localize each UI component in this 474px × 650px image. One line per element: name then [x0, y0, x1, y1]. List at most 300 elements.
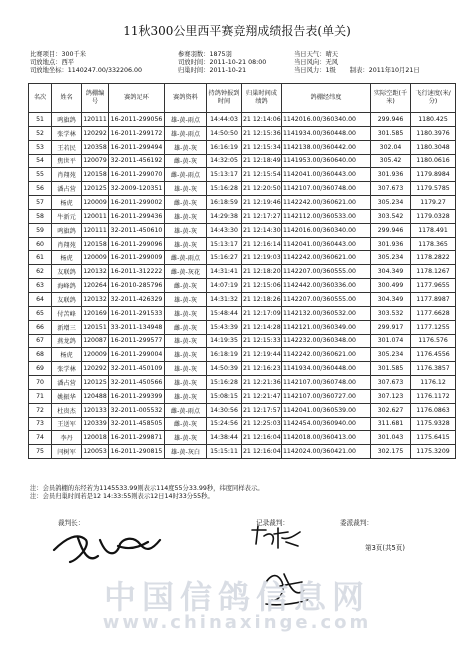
table-cell: 14:31:32 — [207, 292, 242, 306]
recording-referee-label: 记录裁判： — [256, 519, 289, 527]
table-cell: 68 — [29, 348, 52, 362]
table-cell: 1142016.00/360340.00 — [282, 113, 371, 127]
table-cell: 14:44:03 — [207, 113, 242, 127]
table-cell: 雌-黄-灰 — [165, 154, 207, 168]
table-row — [29, 237, 456, 251]
table-row — [29, 196, 456, 210]
table-cell: 1179.8984 — [411, 168, 456, 182]
table-header-row — [29, 84, 456, 113]
table-cell: 1179.27 — [411, 196, 456, 210]
table-cell: 新增三 — [52, 320, 82, 334]
table-row — [29, 348, 456, 362]
table-cell: 燕龙鸽 — [52, 334, 82, 348]
meta-release-place: 司放地点：西平 — [30, 59, 75, 67]
table-row — [29, 431, 456, 445]
table-cell: 21 12:16:14 — [242, 237, 282, 251]
table-cell: 307.673 — [371, 182, 411, 196]
table-cell: 1176.4556 — [411, 348, 456, 362]
table-cell: 300.499 — [371, 279, 411, 293]
table-row — [29, 389, 456, 403]
chief-referee-label: 裁判长： — [58, 519, 85, 527]
table-cell: 21 12:17:09 — [242, 306, 282, 320]
table-cell: 299.946 — [371, 113, 411, 127]
table-cell: 雌-黄-雨点 — [165, 168, 207, 182]
table-cell: 21 12:15:06 — [242, 279, 282, 293]
table-cell: 15:15:11 — [207, 445, 242, 459]
table-cell: 120264 — [82, 279, 109, 293]
table-cell: 1177.1255 — [411, 320, 456, 334]
table-cell: 1178.1267 — [411, 265, 456, 279]
table-cell: 72 — [29, 403, 52, 417]
table-cell: 16-2011-290815 — [109, 445, 165, 459]
table-cell: 60 — [29, 237, 52, 251]
table-cell: 69 — [29, 362, 52, 376]
table-cell: 21 12:15:33 — [242, 334, 282, 348]
table-cell: 1142024.00/360421.00 — [282, 445, 371, 459]
table-cell: 1141934.00/360448.00 — [282, 126, 371, 140]
table-cell: 雄-黄-灰 — [165, 334, 207, 348]
table-cell: 15:48:44 — [207, 306, 242, 320]
table-row — [29, 265, 456, 279]
meta-right — [294, 51, 420, 76]
table-cell: 120132 — [82, 265, 109, 279]
table-cell: 32-2011-450610 — [109, 223, 165, 237]
table-cell: 付苦峰 — [52, 306, 82, 320]
table-cell: 杨虎 — [52, 348, 82, 362]
table-cell: 311.681 — [371, 417, 411, 431]
table-cell: 305.234 — [371, 348, 411, 362]
table-cell: 32-2011-458505 — [109, 417, 165, 431]
table-cell: 15:16:28 — [207, 376, 242, 390]
table-cell: 1142016.00/360340.00 — [282, 223, 371, 237]
table-cell: 1175.3209 — [411, 445, 456, 459]
table-cell: 303.532 — [371, 306, 411, 320]
header-cell: 姓名 — [52, 84, 82, 113]
table-cell: 雄-黄-灰 — [165, 209, 207, 223]
header-cell: 归巢时间成绩鸽 — [242, 84, 282, 113]
table-cell: 鸣旗鸽 — [52, 113, 82, 127]
table-cell: 120009 — [82, 348, 109, 362]
delegated-referee-label: 委派裁判： — [340, 519, 373, 527]
table-cell: 1176.3857 — [411, 362, 456, 376]
table-cell: 14:30:56 — [207, 403, 242, 417]
table-row — [29, 251, 456, 265]
table-cell: 潘占营 — [52, 182, 82, 196]
table-cell: 305.234 — [371, 251, 411, 265]
table-cell: 姚振华 — [52, 389, 82, 403]
table-cell: 雄-黄-灰 — [165, 237, 207, 251]
table-row — [29, 334, 456, 348]
table-cell: 21 12:16:04 — [242, 445, 282, 459]
table-row — [29, 140, 456, 154]
table-cell: 301.043 — [371, 431, 411, 445]
table-cell: 301.585 — [371, 126, 411, 140]
table-cell: 14:38:44 — [207, 431, 242, 445]
table-cell: 32-2011-005532 — [109, 403, 165, 417]
table-cell: 59 — [29, 223, 52, 237]
table-cell: 张学林 — [52, 126, 82, 140]
table-body — [29, 113, 456, 459]
table-cell: 57 — [29, 196, 52, 210]
table-cell: 16:18:19 — [207, 348, 242, 362]
table-cell: 雌-黄-雨点 — [165, 403, 207, 417]
page-label: 第3页(共5页) — [365, 544, 405, 552]
table-cell: 21 12:19:46 — [242, 196, 282, 210]
table-cell: 14:07:19 — [207, 279, 242, 293]
table-cell: 1176.576 — [411, 334, 456, 348]
table-cell: 1178.365 — [411, 237, 456, 251]
table-cell: 52 — [29, 126, 52, 140]
table-cell: 15:24:56 — [207, 417, 242, 431]
table-cell: 62 — [29, 265, 52, 279]
table-cell: 1142121.00/360349.00 — [282, 320, 371, 334]
table-cell: 32-2011-450566 — [109, 376, 165, 390]
header-cell: 实际空距(千米) — [371, 84, 411, 113]
table-cell: 14:19:35 — [207, 334, 242, 348]
table-cell: 120132 — [82, 292, 109, 306]
table-cell: 120358 — [82, 140, 109, 154]
table-cell: 1142107.00/360727.00 — [282, 389, 371, 403]
table-cell: 1175.6415 — [411, 431, 456, 445]
table-row — [29, 445, 456, 459]
table-cell: 301.074 — [371, 334, 411, 348]
table-cell: 肖翔苑 — [52, 237, 82, 251]
table-cell: 299.917 — [371, 320, 411, 334]
table-cell: 1142112.00/360533.00 — [282, 209, 371, 223]
table-cell: 1176.12 — [411, 376, 456, 390]
table-cell: 1175.9328 — [411, 417, 456, 431]
table-cell: 1141953.00/360640.00 — [282, 154, 371, 168]
table-cell: 肖翔苑 — [52, 168, 82, 182]
table-cell: 雌-黄-灰 — [165, 320, 207, 334]
table-cell: 16-2011-299009 — [109, 251, 165, 265]
table-cell: 15:16:27 — [207, 251, 242, 265]
table-cell: 120009 — [82, 251, 109, 265]
table-cell: 21 12:19:44 — [242, 348, 282, 362]
table-cell: 14:50:50 — [207, 126, 242, 140]
table-cell: 71 — [29, 389, 52, 403]
header-cell: 赛鸽足环 — [109, 84, 165, 113]
table-cell: 64 — [29, 292, 52, 306]
table-cell: 15:16:28 — [207, 182, 242, 196]
table-cell: 53 — [29, 140, 52, 154]
table-cell: 120169 — [82, 306, 109, 320]
table-cell: 潘占营 — [52, 376, 82, 390]
table-cell: 21 12:15:54 — [242, 168, 282, 182]
table-cell: 14:32:05 — [207, 154, 242, 168]
table-cell: 1179.5785 — [411, 182, 456, 196]
table-cell: 1142138.00/360442.00 — [282, 140, 371, 154]
table-row — [29, 209, 456, 223]
table-cell: 120292 — [82, 126, 109, 140]
table-cell: 21 12:15:34 — [242, 140, 282, 154]
report-title: 11秋300公里西平赛竞翔成绩报告表(单关) — [123, 24, 351, 38]
note-line: 注：会员归巢时间若是12 14:33:55则表示12日14时33分55秒。 — [30, 493, 214, 500]
table-cell: 1180.3976 — [411, 126, 456, 140]
table-cell: 120488 — [82, 389, 109, 403]
meta-wind-direction: 当日风向：无风 — [294, 59, 339, 67]
table-cell: 302.627 — [371, 403, 411, 417]
table-cell: 1142454.00/360940.00 — [282, 417, 371, 431]
table-cell: 李丹 — [52, 431, 82, 445]
table-cell: 51 — [29, 113, 52, 127]
table-cell: 304.349 — [371, 292, 411, 306]
table-cell: 1142041.00/360443.00 — [282, 237, 371, 251]
table-row — [29, 279, 456, 293]
table-row — [29, 376, 456, 390]
table-cell: 1178.2822 — [411, 251, 456, 265]
header-cell: 持鸽钟报到时间 — [207, 84, 242, 113]
table-cell: 1142232.00/360348.00 — [282, 334, 371, 348]
table-cell: 32-2011-426329 — [109, 292, 165, 306]
table-cell: 120158 — [82, 168, 109, 182]
table-row — [29, 403, 456, 417]
table-cell: 120151 — [82, 320, 109, 334]
table-cell: 1142207.00/360555.00 — [282, 292, 371, 306]
table-cell: 1142041.00/360539.00 — [282, 403, 371, 417]
table-cell: 1178.491 — [411, 223, 456, 237]
table-cell: 1179.0328 — [411, 209, 456, 223]
table-cell: 王若民 — [52, 140, 82, 154]
header-cell: 鸽棚经纬度 — [282, 84, 371, 113]
table-cell: 杨虎 — [52, 196, 82, 210]
table-cell: 70 — [29, 376, 52, 390]
results-table — [28, 83, 456, 459]
note-line: 注：会员鸽棚的东经若为1145533.99则表示114度55分33.99秒，纬度同样表示。 — [30, 485, 264, 492]
table-cell: 21 12:17:57 — [242, 403, 282, 417]
table-cell: 闫树军 — [52, 445, 82, 459]
table-cell: 雌-黄-雨点 — [165, 251, 207, 265]
table-cell: 21 12:21:47 — [242, 389, 282, 403]
meta-left — [30, 51, 142, 76]
table-cell: 21 12:18:49 — [242, 154, 282, 168]
table-cell: 74 — [29, 431, 52, 445]
table-cell: 16-2011-299002 — [109, 196, 165, 210]
table-cell: 1142107.00/360748.00 — [282, 376, 371, 390]
table-cell: 16-2011-299096 — [109, 237, 165, 251]
table-cell: 305.42 — [371, 154, 411, 168]
table-cell: 友联鸽 — [52, 292, 82, 306]
table-cell: 301.585 — [371, 362, 411, 376]
table-row — [29, 292, 456, 306]
table-cell: 雄-黄-灰 — [165, 362, 207, 376]
table-cell: 1142132.00/360532.00 — [282, 306, 371, 320]
table-cell: 雌-黄-灰 — [165, 279, 207, 293]
notes — [30, 485, 264, 501]
watermark-cn: 中国信鸽信息网 — [103, 578, 370, 616]
table-cell: 303.542 — [371, 209, 411, 223]
table-cell: 1177.9655 — [411, 279, 456, 293]
table-cell: 16:16:19 — [207, 140, 242, 154]
table-cell: 32-2011-450109 — [109, 362, 165, 376]
table-cell: 299.946 — [371, 223, 411, 237]
table-cell: 32-2011-456192 — [109, 154, 165, 168]
table-cell: 16-2010-285796 — [109, 279, 165, 293]
table-cell: 301.936 — [371, 168, 411, 182]
table-cell: 16-2011-299871 — [109, 431, 165, 445]
meta-mid — [178, 51, 266, 76]
table-cell: 张学林 — [52, 362, 82, 376]
table-cell: 杜贵杰 — [52, 403, 82, 417]
table-cell: 雄-黄-灰 — [165, 376, 207, 390]
watermark-url: www.chinaxinge.com — [102, 612, 372, 633]
table-cell: 1142207.00/360555.00 — [282, 265, 371, 279]
meta-release-time: 司放时间：2011-10-21 08:00 — [178, 59, 267, 67]
table-row — [29, 306, 456, 320]
table-cell: 120133 — [82, 403, 109, 417]
table-cell: 海峰鸽 — [52, 279, 82, 293]
table-cell: 302.04 — [371, 140, 411, 154]
table-cell: 雄-黄-灰 — [165, 182, 207, 196]
table-cell: 杨虎 — [52, 251, 82, 265]
table-cell: 120125 — [82, 182, 109, 196]
meta-wind-force: 当日风力：1级 制表：2011年10月21日 — [294, 67, 420, 75]
table-cell: 1176.1172 — [411, 389, 456, 403]
table-cell: 73 — [29, 417, 52, 431]
table-cell: 牛新元 — [52, 209, 82, 223]
table-cell: 63 — [29, 279, 52, 293]
table-cell: 友联鸽 — [52, 265, 82, 279]
table-cell: 54 — [29, 154, 52, 168]
table-cell: 雄-黄-灰 — [165, 223, 207, 237]
table-cell: 1176.0863 — [411, 403, 456, 417]
table-cell: 16-2011-299436 — [109, 209, 165, 223]
table-cell: 21 12:18:26 — [242, 292, 282, 306]
table-cell: 16-2011-299004 — [109, 348, 165, 362]
table-cell: 21 12:16:23 — [242, 362, 282, 376]
table-cell: 15:08:15 — [207, 389, 242, 403]
table-cell: 雄-黄-灰 — [165, 431, 207, 445]
table-cell: 61 — [29, 251, 52, 265]
table-cell: 120125 — [82, 376, 109, 390]
meta-entries: 参赛羽数：1875羽 — [178, 51, 232, 58]
table-row — [29, 182, 456, 196]
table-cell: 120292 — [82, 362, 109, 376]
table-cell: 66 — [29, 320, 52, 334]
table-cell: 14:43:30 — [207, 223, 242, 237]
table-cell: 15:13:17 — [207, 168, 242, 182]
table-row — [29, 154, 456, 168]
table-cell: 21 12:20:50 — [242, 182, 282, 196]
header-cell: 鸽棚编号 — [82, 84, 109, 113]
table-row — [29, 362, 456, 376]
table-cell: 21 12:14:30 — [242, 223, 282, 237]
table-cell: 55 — [29, 168, 52, 182]
table-cell: 307.123 — [371, 389, 411, 403]
table-cell: 32-2009-120351 — [109, 182, 165, 196]
made-date: 制表：2011年10月21日 — [349, 67, 420, 75]
table-row — [29, 168, 456, 182]
table-cell: 1180.0616 — [411, 154, 456, 168]
table-row — [29, 417, 456, 431]
table-cell: 雌-黄-灰花 — [165, 265, 207, 279]
table-cell: 雄-黄-雨点 — [165, 113, 207, 127]
table-cell: 16-2011-291533 — [109, 306, 165, 320]
table-cell: 21 12:14:06 — [242, 113, 282, 127]
table-cell: 16-2011-312222 — [109, 265, 165, 279]
table-cell: 鸣旗鸽 — [52, 223, 82, 237]
table-cell: 120158 — [82, 237, 109, 251]
table-cell: 21 12:15:36 — [242, 126, 282, 140]
table-cell: 21 12:17:27 — [242, 209, 282, 223]
table-cell: 21 12:25:03 — [242, 417, 282, 431]
table-cell: 14:50:39 — [207, 362, 242, 376]
table-cell: 21 12:14:28 — [242, 320, 282, 334]
table-cell: 16-2011-299494 — [109, 140, 165, 154]
chief-referee-signature — [48, 520, 168, 570]
table-cell: 1180.3048 — [411, 140, 456, 154]
table-cell: 305.234 — [371, 196, 411, 210]
table-cell: 301.936 — [371, 237, 411, 251]
table-cell: 雄-黄-灰 — [165, 389, 207, 403]
table-cell: 雌-黄-灰 — [165, 196, 207, 210]
table-row — [29, 320, 456, 334]
table-cell: 120053 — [82, 445, 109, 459]
table-cell: 雄-黄-灰 — [165, 306, 207, 320]
meta-return-date: 归巢时间：2011-10-21 — [178, 67, 247, 75]
table-cell: 焦世平 — [52, 154, 82, 168]
table-cell: 56 — [29, 182, 52, 196]
table-cell: 21 12:16:04 — [242, 431, 282, 445]
table-cell: 王送军 — [52, 417, 82, 431]
table-cell: 120087 — [82, 334, 109, 348]
table-cell: 1142041.00/360443.00 — [282, 168, 371, 182]
table-cell: 1142242.00/360621.00 — [282, 348, 371, 362]
table-cell: 120011 — [82, 209, 109, 223]
table-cell: 1142242.00/360621.00 — [282, 251, 371, 265]
table-cell: 58 — [29, 209, 52, 223]
table-cell: 304.349 — [371, 265, 411, 279]
table-cell: 15:43:39 — [207, 320, 242, 334]
table-cell: 1142442.00/360336.00 — [282, 279, 371, 293]
table-cell: 1180.425 — [411, 113, 456, 127]
table-cell: 1142242.00/360621.00 — [282, 196, 371, 210]
header-cell: 飞行速度(米/分) — [411, 84, 456, 113]
table-cell: 15:13:17 — [207, 237, 242, 251]
table-cell: 16-2011-299056 — [109, 113, 165, 127]
table-cell: 雄-黄-灰 — [165, 292, 207, 306]
table-row — [29, 113, 456, 127]
table-cell: 120018 — [82, 431, 109, 445]
table-row — [29, 223, 456, 237]
table-cell: 120111 — [82, 113, 109, 127]
meta-race-distance: 比赛项目：300千米 — [30, 51, 87, 58]
recording-referee-signature — [248, 522, 308, 554]
header-cell: 名次 — [29, 84, 52, 113]
table-cell: 21 12:19:03 — [242, 251, 282, 265]
table-cell: 65 — [29, 306, 52, 320]
table-cell: 21 12:18:20 — [242, 265, 282, 279]
table-cell: 16-2011-299399 — [109, 389, 165, 403]
table-row — [29, 126, 456, 140]
table-cell: 75 — [29, 445, 52, 459]
table-cell: 33-2011-134948 — [109, 320, 165, 334]
table-cell: 1177.6628 — [411, 306, 456, 320]
meta-release-coords: 司放地坐标：1140247.00/332206.00 — [30, 67, 143, 75]
header-cell: 赛鸽资料 — [165, 84, 207, 113]
table-cell: 120111 — [82, 223, 109, 237]
table-cell: 16:18:59 — [207, 196, 242, 210]
table-cell: 1141934.00/360448.00 — [282, 362, 371, 376]
table-cell: 16-2011-299172 — [109, 126, 165, 140]
table-cell: 14:31:41 — [207, 265, 242, 279]
table-cell: 14:29:38 — [207, 209, 242, 223]
table-cell: 120009 — [82, 196, 109, 210]
table-cell: 307.673 — [371, 376, 411, 390]
table-cell: 21 12:21:36 — [242, 376, 282, 390]
table-cell: 1177.8987 — [411, 292, 456, 306]
table-cell: 1142107.00/360748.00 — [282, 182, 371, 196]
